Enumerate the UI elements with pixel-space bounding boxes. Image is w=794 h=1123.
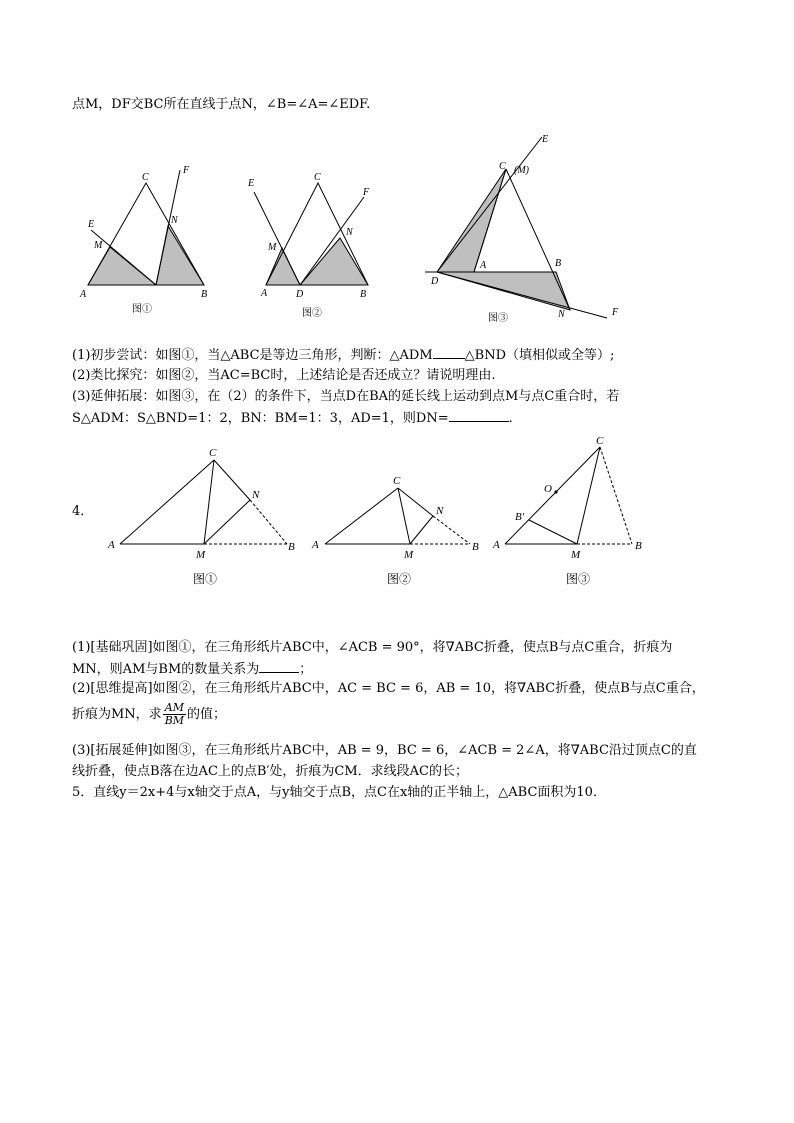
side-nb-dashed bbox=[250, 500, 287, 544]
side-nb-dashed bbox=[433, 516, 470, 544]
side-ac bbox=[325, 488, 398, 544]
crease-mn bbox=[410, 516, 433, 544]
q4-part3-line2: 线折叠，使点B落在边AC上的点B′处，折痕为CM．求线段AC的长； bbox=[72, 764, 468, 779]
q4-figure-2 bbox=[311, 475, 479, 586]
label-d: D bbox=[296, 289, 304, 300]
label-f: F bbox=[363, 187, 370, 198]
label-a: A bbox=[493, 539, 500, 551]
q3-figure-3 bbox=[425, 134, 619, 324]
caption-fig3: 图③ bbox=[566, 572, 591, 586]
label-c: C bbox=[499, 161, 506, 172]
label-c: C bbox=[596, 435, 604, 447]
shaded-triangle-adm bbox=[266, 248, 300, 285]
q3-part3-line2: S△ADM：S△BND=1：2，BN：BM=1：3，AD=1，则DN= . bbox=[72, 411, 513, 426]
label-a: A bbox=[480, 260, 487, 271]
q4-figure-3 bbox=[492, 435, 642, 586]
caption-fig1: 图① bbox=[193, 572, 218, 586]
shaded-triangle-bnd bbox=[156, 226, 204, 285]
label-m: M bbox=[94, 240, 103, 251]
label-n: N bbox=[171, 215, 178, 226]
caption-fig2: 图② bbox=[302, 308, 322, 319]
side-cn bbox=[214, 460, 250, 500]
label-a: A bbox=[261, 288, 268, 299]
q4-part1-line1: (1)[基础巩固]如图①，在三角形纸片ABC中，∠ACB = 90°，将∇ABC折叠，使点B与点C重合，折痕为 bbox=[72, 640, 673, 655]
crease-mn bbox=[204, 500, 250, 544]
label-b-prime: B′ bbox=[515, 511, 525, 523]
label-b: B bbox=[201, 289, 208, 300]
label-e: E bbox=[248, 178, 255, 189]
q4-part2-line1: (2)[思维提高]如图②，在三角形纸片ABC中，AC = BC = 6，AB = 10，将∇ABC折叠，使点B与点C重合， bbox=[72, 681, 705, 696]
side-cm bbox=[577, 447, 600, 544]
caption-fig1: 图① bbox=[132, 304, 152, 315]
label-n: N bbox=[436, 505, 444, 517]
label-e: E bbox=[88, 219, 95, 230]
label-b: B bbox=[555, 258, 562, 269]
label-b: B bbox=[472, 541, 479, 553]
q5-text: 5．直线y＝2x+4与x轴交于点A，与y轴交于点B，点C在x轴的正半轴上，△ABC面积为10． bbox=[72, 785, 606, 800]
label-a: A bbox=[108, 539, 115, 551]
intro-line: 点M，DF交BC所在直线于点N，∠B=∠A=∠EDF. bbox=[72, 97, 371, 112]
label-b: B bbox=[635, 540, 642, 552]
q3-part2: (2)类比探究：如图②，当AC=BC时，上述结论是否还成立？请说明理由. bbox=[72, 368, 496, 383]
segment-b1m bbox=[529, 520, 577, 544]
label-m: (M) bbox=[514, 165, 529, 176]
label-n: N bbox=[346, 227, 353, 238]
point-o bbox=[554, 490, 557, 493]
label-m: M bbox=[268, 242, 277, 253]
fraction-am-over-bm: $\frac{AM}{BM}$ bbox=[164, 701, 185, 727]
side-ac bbox=[120, 460, 214, 544]
answer-blank[interactable] bbox=[449, 409, 509, 422]
segment-cm bbox=[204, 460, 214, 544]
shaded-triangle-adm bbox=[88, 247, 156, 285]
q4-number: 4． bbox=[72, 504, 94, 519]
label-f: F bbox=[183, 165, 190, 176]
label-b: B bbox=[288, 541, 295, 553]
label-n: N bbox=[558, 309, 565, 320]
label-a: A bbox=[312, 539, 319, 551]
label-c: C bbox=[142, 172, 149, 183]
q3-part3-line1: (3)延伸拓展：如图③，在（2）的条件下，当点D在BA的延长线上运动到点M与点C重合时，若 bbox=[72, 389, 620, 404]
q4-part1-line2: MN，则AM与BM的数量关系为 ； bbox=[72, 662, 313, 677]
label-m: M bbox=[196, 549, 206, 561]
label-e: E bbox=[542, 134, 549, 145]
caption-fig3: 图③ bbox=[488, 313, 508, 324]
answer-blank[interactable] bbox=[259, 660, 299, 673]
label-m: M bbox=[404, 549, 414, 561]
label-c: C bbox=[209, 447, 217, 459]
label-o: O bbox=[544, 483, 552, 495]
label-c: C bbox=[393, 475, 401, 487]
q4-figure-1 bbox=[107, 447, 295, 586]
shaded-triangle-bnd bbox=[300, 238, 368, 285]
q4-part3-line1: (3)[拓展延伸]如图③，在三角形纸片ABC中，AB = 9，BC = 6，∠ACB = 2∠A，将∇ABC沿过顶点C的直 bbox=[72, 743, 697, 758]
label-b: B bbox=[360, 289, 367, 300]
label-a: A bbox=[80, 289, 87, 300]
ray-de bbox=[437, 137, 542, 272]
caption-fig2: 图② bbox=[387, 572, 412, 586]
shaded-triangle-acd bbox=[437, 169, 506, 272]
label-m: M bbox=[571, 549, 581, 561]
label-f: F bbox=[612, 307, 619, 318]
side-ac bbox=[505, 447, 600, 544]
q3-figure-1 bbox=[79, 165, 207, 315]
label-n: N bbox=[252, 489, 260, 501]
answer-blank[interactable] bbox=[433, 346, 465, 359]
q3-part1: (1)初步尝试：如图①，当△ABC是等边三角形，判断：△ADM △BND（填相似或全等）; bbox=[72, 348, 615, 363]
side-cb-dashed bbox=[600, 447, 632, 544]
label-c: C bbox=[314, 172, 321, 183]
label-d: D bbox=[431, 276, 439, 287]
q4-part2-line2: 折痕为MN，求 $\frac{AM}{BM}$ 的值； bbox=[72, 701, 227, 727]
figure-row-2 bbox=[0, 430, 794, 590]
q3-figure-2 bbox=[247, 172, 370, 319]
figure-row-1 bbox=[0, 125, 794, 330]
